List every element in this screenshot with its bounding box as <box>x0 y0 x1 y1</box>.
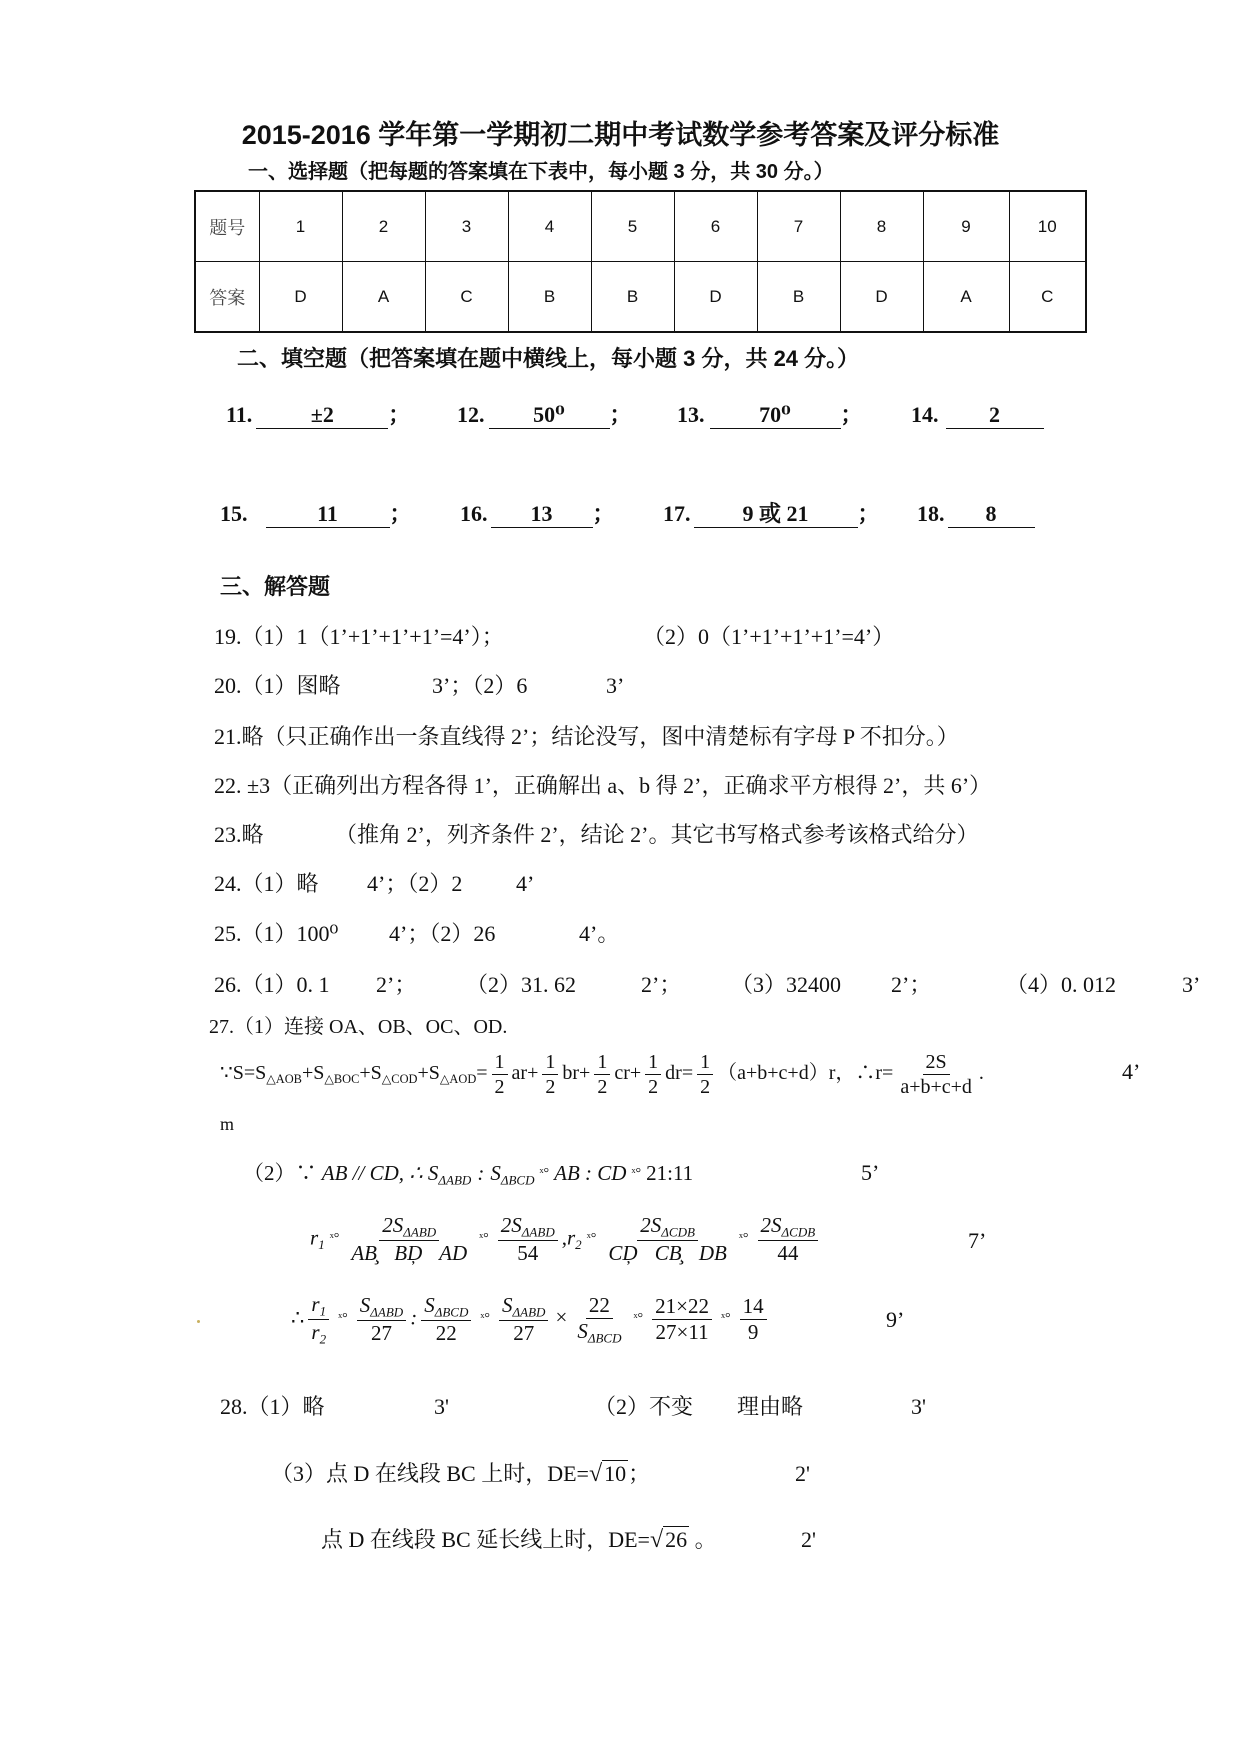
part4-end: 。 <box>689 1527 717 1552</box>
fraction-denominator: 2 <box>700 1076 711 1098</box>
q26-part: （2）31. 62 <box>466 972 577 997</box>
subscript: △COD <box>381 1071 418 1086</box>
section-solutions-heading: 三、解答题 <box>220 574 331 599</box>
q25-part2: 4’；（2）26 <box>389 921 496 946</box>
fraction-numerator: 1 <box>492 1050 508 1075</box>
q27-score-part2b: 7’ <box>968 1228 987 1253</box>
answer-text: 2 <box>989 402 1000 427</box>
fraction-denominator <box>308 1320 329 1347</box>
side-ratio: AB : CD <box>554 1161 627 1185</box>
times-symbol: × <box>555 1305 568 1330</box>
fraction-denominator <box>574 1319 624 1346</box>
q20-part3: 3’ <box>606 673 625 698</box>
fraction-product <box>652 1294 712 1345</box>
q19-part1: 19.（1）1（1’+1’+1’+1’=4’）； <box>214 624 504 649</box>
two-s: 2S <box>500 1213 522 1237</box>
question-number: 17. <box>663 501 691 526</box>
question-number: 12. <box>457 402 485 427</box>
q24-part1: 24.（1）略 <box>214 871 319 896</box>
fraction-numerator <box>379 1213 439 1241</box>
separator: ； <box>389 501 412 526</box>
part3-end: ； <box>628 1461 651 1486</box>
fraction-r1-value <box>498 1213 558 1266</box>
fraction-22-over-sbcd <box>574 1293 624 1346</box>
fraction-numerator: 21×22 <box>652 1294 712 1320</box>
answer-cell: B <box>508 262 591 333</box>
answer-text: 11 <box>317 501 338 526</box>
subscript: 1 <box>319 1303 327 1319</box>
question-number-cell: 4 <box>508 191 591 262</box>
fraction-numerator <box>498 1213 558 1241</box>
term: cr+ <box>614 1062 642 1085</box>
equals-glyph: ˣ° <box>633 1310 644 1326</box>
fraction-numerator: 22 <box>586 1293 613 1319</box>
answer-cell: A <box>923 262 1009 333</box>
answer-text: 13 <box>530 501 553 526</box>
question-number-cell: 2 <box>342 191 425 262</box>
subscript: ΔCDB <box>781 1224 816 1240</box>
answer-table <box>194 190 1087 333</box>
fraction-numerator <box>308 1292 329 1320</box>
radicand: 26 <box>665 1527 688 1552</box>
fraction-denominator: 54 <box>517 1241 539 1266</box>
q20-part1: 20.（1）图略 <box>214 673 341 698</box>
fraction-numerator <box>357 1293 406 1321</box>
answer-blank <box>266 501 390 528</box>
q21-answer: 21.略（只正确作出一条直线得 2’；结论没写，图中清楚标有字母 P 不扣分。） <box>214 724 959 749</box>
fraction-denominator: CḐ CB̧ DB <box>608 1241 727 1266</box>
q26-part: （3）32400 <box>731 972 842 997</box>
answer-row <box>195 262 1086 333</box>
q27-part2-ratio-line <box>243 1159 693 1195</box>
equals-glyph: ˣ° <box>586 1230 597 1246</box>
question-number-cell: 1 <box>259 191 342 262</box>
fraction-denominator: 2 <box>648 1076 659 1098</box>
fraction-half <box>542 1050 558 1099</box>
q28-score3: 2' <box>795 1461 810 1486</box>
question-number: 11. <box>226 402 253 427</box>
fraction-denominator: 27×11 <box>655 1320 709 1345</box>
answer-cell: D <box>259 262 342 333</box>
fraction-numerator: 1 <box>697 1050 713 1075</box>
question-number-cell: 5 <box>591 191 674 262</box>
q26-score: 3’ <box>1182 972 1201 997</box>
answer-cell: C <box>1009 262 1086 333</box>
fraction-denominator: 9 <box>747 1320 759 1345</box>
two-s: 2S <box>760 1213 782 1237</box>
equals-glyph: ˣ° <box>539 1166 550 1182</box>
fraction-r2 <box>605 1213 730 1266</box>
question-number-cell: 8 <box>840 191 923 262</box>
q28-part3 <box>271 1460 650 1488</box>
answer-cell: A <box>342 262 425 333</box>
stray-mark: m <box>220 1114 235 1134</box>
fraction-numerator <box>637 1213 698 1241</box>
q28-score1: 3' <box>434 1394 449 1419</box>
question-number: 14. <box>911 402 939 427</box>
r-symbol: r <box>566 1225 576 1250</box>
fraction-sabd-over-27 <box>499 1293 548 1346</box>
subscript: △BOC <box>324 1071 360 1086</box>
fraction-numerator <box>758 1213 819 1241</box>
question-number-cell: 7 <box>757 191 840 262</box>
fraction-denominator: 2 <box>545 1076 556 1098</box>
question-number-cell: 9 <box>923 191 1009 262</box>
answer-blank <box>489 402 610 429</box>
equals-glyph: ˣ° <box>720 1310 731 1326</box>
fraction-numerator: 1 <box>594 1050 610 1075</box>
fill-item-11 <box>226 401 410 429</box>
fill-item-17 <box>663 500 880 528</box>
equals: = <box>476 1062 488 1085</box>
equals-glyph: ˣ° <box>738 1230 749 1246</box>
subscript: ΔABD <box>512 1304 546 1320</box>
fraction-denominator: 27 <box>370 1321 392 1346</box>
subscript: ΔABD <box>403 1224 437 1240</box>
subscript: ΔCDB <box>661 1224 695 1240</box>
q28-score4: 2' <box>801 1527 816 1552</box>
fraction-numerator: 2S <box>923 1050 950 1075</box>
q26-part: 26.（1）0. 1 <box>214 972 330 997</box>
q24-part3: 4’ <box>516 871 535 896</box>
question-number: 18. <box>917 501 945 526</box>
row-label-answer: 答案 <box>195 262 259 333</box>
q27-area-formula <box>220 1050 984 1099</box>
question-number: 15. <box>220 501 248 526</box>
colon: : <box>410 1305 418 1330</box>
answer-blank <box>946 402 1044 429</box>
term: dr= <box>665 1062 694 1085</box>
plus-s: +S <box>359 1062 382 1085</box>
question-number-cell: 6 <box>674 191 757 262</box>
q27-score-part2a: 5’ <box>861 1160 880 1185</box>
part2-condition: AB // CD, ∴ <box>321 1161 428 1185</box>
answer-cell: D <box>674 262 757 333</box>
question-number: 13. <box>677 402 705 427</box>
subscript: ΔBCD <box>587 1330 622 1346</box>
q27-ratio-result-line <box>291 1292 771 1347</box>
fill-item-12 <box>457 401 632 429</box>
fraction-denominator: 2 <box>597 1076 608 1098</box>
radical-sign: √ <box>649 1527 664 1553</box>
q19-part2: （2）0（1’+1’+1’+1’=4’） <box>643 624 895 649</box>
section-fill-heading: 二、填空题（把答案填在题中横线上，每小题 3 分，共 24 分。） <box>237 346 860 371</box>
answer-cell: D <box>840 262 923 333</box>
fraction-denominator: 44 <box>777 1241 799 1266</box>
equals-glyph: ˣ° <box>338 1310 348 1326</box>
q22-answer: 22. ±3（正确列出方程各得 1’，正确解出 a、b 得 2’，正确求平方根得 2’，共 6’） <box>214 773 992 798</box>
question-number-cell: 10 <box>1009 191 1086 262</box>
part3-text: （3）点 D 在线段 BC 上时，DE= <box>271 1461 589 1486</box>
fraction-numerator <box>499 1293 548 1321</box>
q27-line1: 27.（1）连接 OA、OB、OC、OD. <box>209 1016 508 1038</box>
area-symbol: S <box>427 1161 439 1185</box>
q27-radius-line <box>310 1213 822 1266</box>
fraction-half <box>492 1050 508 1099</box>
subscript: 2 <box>319 1331 327 1347</box>
fraction-denominator: AB̧ BḐ AD <box>351 1241 468 1266</box>
plus-s: +S <box>417 1062 440 1085</box>
scan-artifact-dot <box>197 1320 200 1323</box>
fraction-denominator: a+b+c+d <box>900 1076 972 1098</box>
fill-item-16 <box>460 500 615 528</box>
fill-item-15 <box>220 500 412 528</box>
equals-glyph: ˣ° <box>480 1310 491 1326</box>
area-symbol: S <box>490 1161 501 1185</box>
answer-blank <box>710 402 841 429</box>
subscript: 2 <box>575 1237 582 1253</box>
fraction-denominator: 22 <box>435 1321 457 1346</box>
number-row <box>195 191 1086 262</box>
area-symbol: S <box>502 1292 513 1317</box>
q25-part3: 4’。 <box>579 921 620 946</box>
q28-score2: 3' <box>911 1394 926 1419</box>
term: ar+ <box>511 1062 539 1085</box>
q24-part2: 4’；（2）2 <box>367 871 463 896</box>
fill-item-18 <box>917 500 1035 528</box>
answer-cell: B <box>591 262 674 333</box>
fraction-half <box>697 1050 713 1099</box>
radicand: 10 <box>604 1461 627 1486</box>
answer-blank <box>694 501 858 528</box>
fraction-numerator: 1 <box>542 1050 558 1075</box>
part4-text: 点 D 在线段 BC 延长线上时，DE= <box>321 1527 650 1552</box>
subscript: ΔBCD <box>500 1172 535 1188</box>
square-root <box>589 1460 628 1488</box>
formula-end: . <box>978 1062 984 1085</box>
fraction-denominator: 27 <box>513 1321 535 1346</box>
area-symbol: S <box>577 1319 588 1344</box>
q26-score: 2’； <box>891 972 932 997</box>
r-symbol: r <box>311 1320 320 1345</box>
q27-score-part2c: 9’ <box>886 1307 905 1332</box>
q23-part2: （推角 2’，列齐条件 2’，结论 2’。其它书写格式参考该格式给分） <box>335 822 979 847</box>
r-symbol: r <box>311 1292 320 1316</box>
formula-tail: （a+b+c+d）r，∴r= <box>717 1062 894 1085</box>
equals-glyph: ˣ° <box>631 1166 642 1182</box>
two-s: 2S <box>640 1213 662 1237</box>
area-symbol: S <box>359 1292 371 1317</box>
q28-part2: （2）不变 <box>594 1394 694 1419</box>
question-number-cell: 3 <box>425 191 508 262</box>
section-choice-heading: 一、选择题（把每题的答案填在下表中，每小题 3 分，共 30 分。） <box>248 161 834 183</box>
fraction-half <box>645 1050 661 1099</box>
fill-item-14 <box>911 401 1044 429</box>
q26-score: 2’； <box>641 972 682 997</box>
subscript: 1 <box>318 1237 325 1253</box>
term: br+ <box>562 1062 591 1085</box>
separator: ； <box>388 402 411 427</box>
q20-part2: 3’；（2）6 <box>432 673 528 698</box>
square-root <box>650 1526 689 1554</box>
ratio-value: 21:11 <box>646 1161 694 1185</box>
subscript: ΔABD <box>438 1172 472 1188</box>
fraction-r2-value <box>758 1213 819 1266</box>
answer-text: 70⁰ <box>759 402 791 427</box>
equals-glyph: ˣ° <box>329 1230 340 1246</box>
therefore-symbol: ∴ <box>291 1305 305 1330</box>
answer-text: 50⁰ <box>533 402 565 427</box>
q25-part1: 25.（1）100⁰ <box>214 921 339 946</box>
q26-score: 2’； <box>376 972 417 997</box>
q27-score-part1: 4’ <box>1122 1059 1141 1084</box>
separator: ； <box>857 501 880 526</box>
subscript: △AOB <box>266 1071 302 1086</box>
row-label-number: 题号 <box>195 191 259 262</box>
part2-lead: （2）∵ <box>243 1161 322 1185</box>
fraction-radius <box>897 1050 975 1099</box>
fill-item-13 <box>677 401 863 429</box>
subscript: ΔBCD <box>434 1304 469 1320</box>
fraction-denominator: 2 <box>494 1076 505 1098</box>
plus-s: +S <box>301 1062 325 1085</box>
fraction-numerator <box>421 1293 471 1321</box>
fraction-r1-over-r2 <box>308 1292 329 1347</box>
fraction-r1 <box>348 1213 470 1266</box>
separator: ； <box>592 501 615 526</box>
answer-text: 8 <box>985 501 997 526</box>
answer-blank <box>948 501 1035 528</box>
two-s: 2S <box>382 1213 404 1237</box>
answer-cell: C <box>425 262 508 333</box>
answer-text: 9 或 21 <box>742 501 809 526</box>
fraction-numerator: 14 <box>740 1294 767 1320</box>
fraction-sabd-over-27 <box>357 1293 406 1346</box>
page-title: 2015-2016 学年第一学期初二期中考试数学参考答案及评分标准 <box>241 120 1000 150</box>
comma: , <box>561 1225 567 1250</box>
r-symbol: r <box>310 1225 319 1250</box>
radical-sign: √ <box>588 1461 603 1487</box>
area-symbol: S <box>424 1292 435 1317</box>
q23-part1: 23.略 <box>214 822 264 847</box>
formula-lead: ∵S=S <box>220 1062 267 1085</box>
answer-blank <box>491 501 593 528</box>
fraction-numerator: 1 <box>645 1050 661 1075</box>
subscript: ΔABD <box>521 1224 555 1240</box>
question-number: 16. <box>460 501 488 526</box>
q28-reason: 理由略 <box>737 1394 804 1419</box>
separator: ； <box>609 402 632 427</box>
answer-text: ±2 <box>310 402 334 427</box>
q28-part1: 28.（1）略 <box>220 1394 325 1419</box>
fraction-half <box>594 1050 610 1099</box>
subscript: ΔABD <box>370 1304 404 1320</box>
subscript: △AOD <box>439 1071 477 1086</box>
fraction-result <box>740 1294 767 1345</box>
colon: : <box>477 1161 485 1185</box>
q26-part: （4）0. 012 <box>1006 972 1117 997</box>
equals-glyph: ˣ° <box>479 1230 489 1246</box>
fraction-sbcd-over-22 <box>421 1293 471 1346</box>
answer-blank <box>256 402 388 429</box>
answer-cell: B <box>757 262 840 333</box>
q28-part4 <box>321 1526 717 1554</box>
separator: ； <box>840 402 863 427</box>
